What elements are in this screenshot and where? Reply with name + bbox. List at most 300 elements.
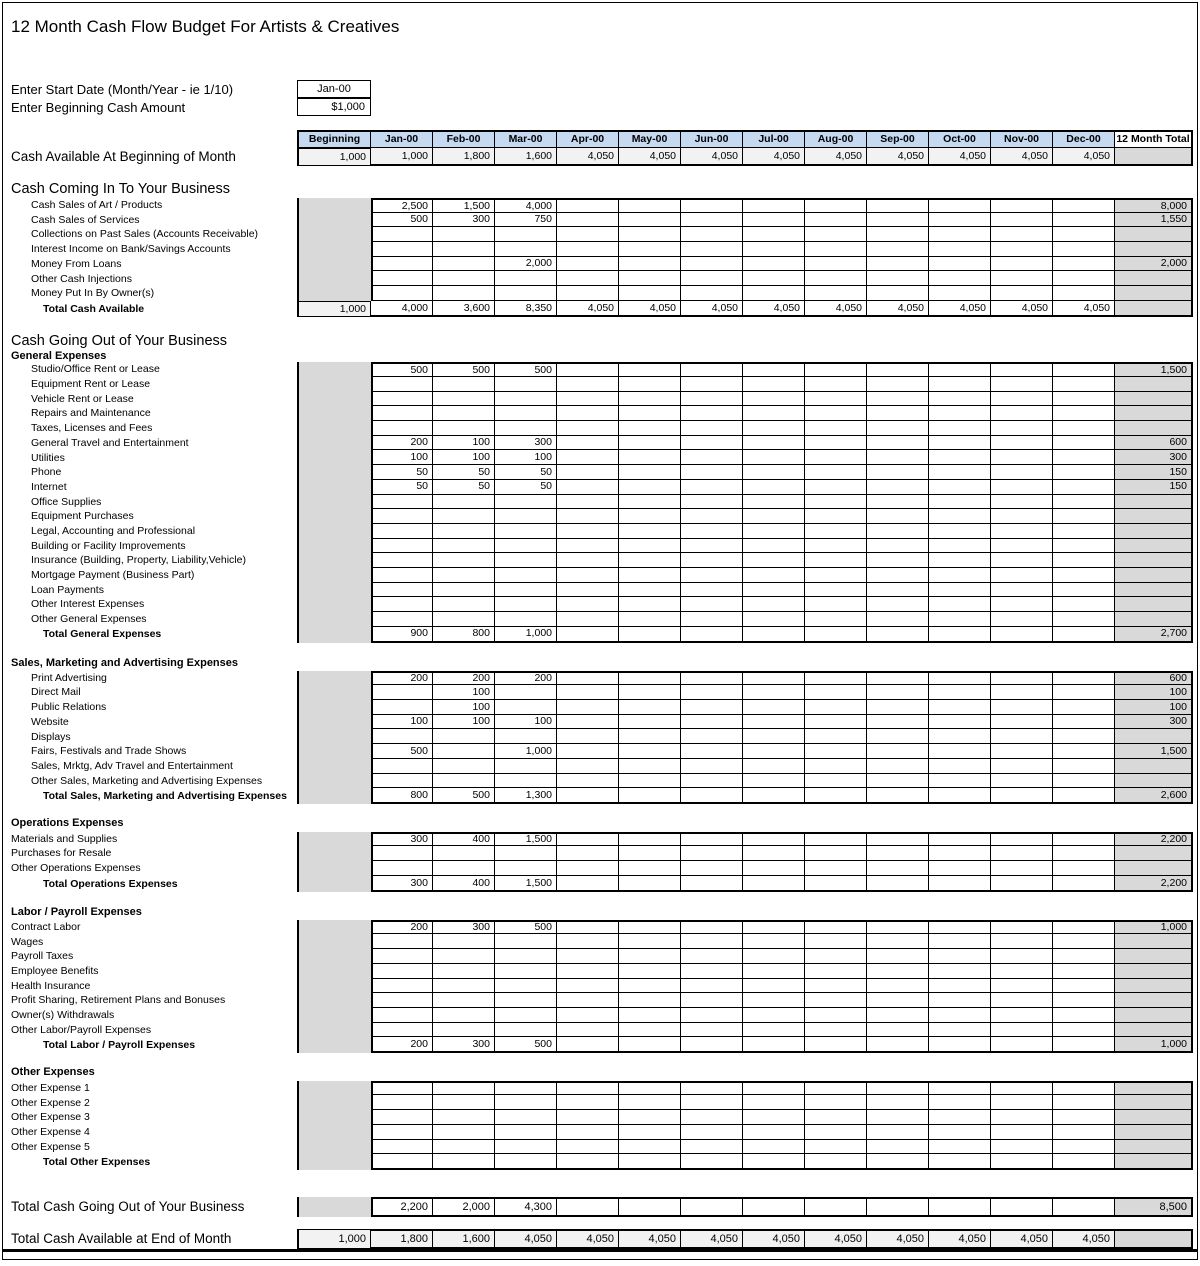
month-cell[interactable] xyxy=(619,1037,681,1053)
month-cell[interactable] xyxy=(867,213,929,228)
month-cell[interactable] xyxy=(805,436,867,451)
month-cell[interactable] xyxy=(495,539,557,554)
month-cell[interactable]: 4,000 xyxy=(371,301,433,317)
month-cell[interactable] xyxy=(619,1081,681,1096)
month-cell[interactable] xyxy=(371,257,433,272)
month-cell[interactable] xyxy=(805,612,867,627)
month-cell[interactable] xyxy=(681,568,743,583)
month-cell[interactable] xyxy=(1053,729,1115,744)
month-cell[interactable] xyxy=(805,524,867,539)
month-cell[interactable] xyxy=(805,1037,867,1053)
month-cell[interactable] xyxy=(929,392,991,407)
month-cell[interactable] xyxy=(681,509,743,524)
month-cell[interactable] xyxy=(681,198,743,213)
month-cell[interactable] xyxy=(1053,213,1115,228)
beginning-cell[interactable] xyxy=(297,227,371,242)
month-cell[interactable] xyxy=(1053,480,1115,495)
month-cell[interactable] xyxy=(557,227,619,242)
month-cell[interactable] xyxy=(805,876,867,892)
month-cell[interactable]: 4,050 xyxy=(619,148,681,166)
month-cell[interactable] xyxy=(1053,539,1115,554)
month-cell[interactable] xyxy=(805,377,867,392)
month-cell[interactable] xyxy=(991,1154,1053,1170)
month-cell[interactable] xyxy=(929,949,991,964)
month-cell[interactable] xyxy=(557,964,619,979)
month-cell[interactable] xyxy=(991,392,1053,407)
beginning-cell[interactable] xyxy=(297,964,371,979)
month-cell[interactable] xyxy=(929,788,991,804)
month-cell[interactable] xyxy=(557,1095,619,1110)
month-cell[interactable] xyxy=(743,242,805,257)
month-cell[interactable] xyxy=(681,964,743,979)
month-cell[interactable] xyxy=(681,1023,743,1038)
month-cell[interactable] xyxy=(929,362,991,377)
beginning-cell[interactable] xyxy=(297,700,371,715)
month-cell[interactable] xyxy=(991,1125,1053,1140)
month-cell[interactable] xyxy=(929,1023,991,1038)
month-cell[interactable] xyxy=(1053,846,1115,861)
total-cell[interactable] xyxy=(1115,1023,1193,1038)
month-cell[interactable] xyxy=(619,846,681,861)
month-cell[interactable] xyxy=(619,597,681,612)
month-cell[interactable] xyxy=(433,964,495,979)
month-cell[interactable] xyxy=(929,421,991,436)
month-cell[interactable] xyxy=(991,553,1053,568)
month-cell[interactable] xyxy=(371,759,433,774)
month-cell[interactable]: 4,300 xyxy=(495,1197,557,1217)
month-cell[interactable] xyxy=(371,539,433,554)
month-cell[interactable] xyxy=(929,271,991,286)
month-cell[interactable]: 4,050 xyxy=(681,301,743,317)
month-cell[interactable] xyxy=(929,568,991,583)
month-cell[interactable] xyxy=(681,729,743,744)
month-cell[interactable] xyxy=(433,1125,495,1140)
month-cell[interactable] xyxy=(1053,406,1115,421)
month-cell[interactable] xyxy=(929,539,991,554)
beginning-cell[interactable] xyxy=(297,832,371,847)
month-cell[interactable] xyxy=(433,774,495,789)
month-cell[interactable] xyxy=(743,949,805,964)
month-cell[interactable] xyxy=(1053,392,1115,407)
month-cell[interactable] xyxy=(805,406,867,421)
month-cell[interactable] xyxy=(805,920,867,935)
month-cell[interactable] xyxy=(495,242,557,257)
month-cell[interactable] xyxy=(1053,1008,1115,1023)
month-cell[interactable] xyxy=(991,1140,1053,1155)
month-cell[interactable]: 100 xyxy=(433,685,495,700)
month-cell[interactable] xyxy=(1053,495,1115,510)
month-cell[interactable] xyxy=(867,846,929,861)
month-cell[interactable] xyxy=(681,524,743,539)
month-cell[interactable] xyxy=(867,949,929,964)
month-cell[interactable]: 50 xyxy=(371,480,433,495)
month-cell[interactable] xyxy=(495,509,557,524)
month-cell[interactable] xyxy=(557,1037,619,1053)
total-cell[interactable] xyxy=(1115,1229,1193,1249)
month-cell[interactable]: 4,050 xyxy=(557,1229,619,1249)
beginning-cell[interactable] xyxy=(297,242,371,257)
month-cell[interactable] xyxy=(619,480,681,495)
month-cell[interactable]: 3,600 xyxy=(433,301,495,317)
month-cell[interactable] xyxy=(805,1023,867,1038)
month-cell[interactable]: 4,050 xyxy=(619,1229,681,1249)
month-cell[interactable] xyxy=(681,1140,743,1155)
total-cell[interactable] xyxy=(1115,993,1193,1008)
month-cell[interactable] xyxy=(867,406,929,421)
month-cell[interactable] xyxy=(867,700,929,715)
total-cell[interactable] xyxy=(1115,612,1193,627)
month-cell[interactable] xyxy=(991,934,1053,949)
month-cell[interactable] xyxy=(991,271,1053,286)
month-cell[interactable] xyxy=(867,627,929,643)
beginning-cell[interactable] xyxy=(297,597,371,612)
month-cell[interactable] xyxy=(557,198,619,213)
beginning-cell[interactable] xyxy=(297,1110,371,1125)
month-cell[interactable] xyxy=(557,934,619,949)
month-cell[interactable] xyxy=(929,846,991,861)
month-cell[interactable] xyxy=(867,715,929,730)
month-cell[interactable] xyxy=(433,568,495,583)
month-cell[interactable] xyxy=(991,495,1053,510)
month-cell[interactable] xyxy=(1053,1023,1115,1038)
month-cell[interactable] xyxy=(929,524,991,539)
month-cell[interactable]: 100 xyxy=(495,450,557,465)
month-cell[interactable] xyxy=(929,612,991,627)
month-cell[interactable] xyxy=(1053,979,1115,994)
beginning-cell[interactable] xyxy=(297,406,371,421)
month-cell[interactable]: 1,300 xyxy=(495,788,557,804)
month-cell[interactable] xyxy=(991,450,1053,465)
month-cell[interactable] xyxy=(743,524,805,539)
beginning-cell[interactable] xyxy=(297,1125,371,1140)
month-cell[interactable]: 2,000 xyxy=(433,1197,495,1217)
month-cell[interactable] xyxy=(991,700,1053,715)
month-cell[interactable] xyxy=(743,392,805,407)
month-cell[interactable] xyxy=(495,612,557,627)
month-cell[interactable] xyxy=(681,979,743,994)
month-cell[interactable] xyxy=(805,1140,867,1155)
month-cell[interactable] xyxy=(371,1125,433,1140)
month-cell[interactable] xyxy=(619,729,681,744)
month-cell[interactable] xyxy=(433,286,495,301)
month-cell[interactable] xyxy=(929,774,991,789)
month-cell[interactable] xyxy=(805,392,867,407)
month-cell[interactable] xyxy=(743,934,805,949)
month-cell[interactable] xyxy=(619,627,681,643)
month-cell[interactable] xyxy=(371,242,433,257)
month-cell[interactable] xyxy=(805,465,867,480)
month-cell[interactable] xyxy=(743,583,805,598)
month-cell[interactable] xyxy=(805,964,867,979)
beginning-cell[interactable] xyxy=(297,392,371,407)
month-cell[interactable] xyxy=(991,1008,1053,1023)
month-cell[interactable] xyxy=(867,861,929,876)
month-cell[interactable]: 4,050 xyxy=(991,301,1053,317)
month-cell[interactable] xyxy=(867,671,929,686)
month-cell[interactable] xyxy=(743,597,805,612)
month-cell[interactable] xyxy=(805,671,867,686)
month-cell[interactable] xyxy=(681,949,743,964)
month-cell[interactable] xyxy=(433,934,495,949)
month-cell[interactable] xyxy=(929,213,991,228)
month-cell[interactable] xyxy=(619,774,681,789)
month-cell[interactable] xyxy=(1053,583,1115,598)
month-cell[interactable] xyxy=(557,480,619,495)
month-cell[interactable] xyxy=(681,480,743,495)
month-cell[interactable] xyxy=(991,480,1053,495)
month-cell[interactable] xyxy=(929,1037,991,1053)
month-cell[interactable] xyxy=(805,553,867,568)
month-cell[interactable] xyxy=(991,362,1053,377)
month-cell[interactable] xyxy=(929,227,991,242)
month-cell[interactable] xyxy=(743,465,805,480)
month-cell[interactable] xyxy=(867,788,929,804)
month-cell[interactable] xyxy=(743,450,805,465)
month-cell[interactable] xyxy=(991,627,1053,643)
month-cell[interactable] xyxy=(929,1140,991,1155)
beginning-cell[interactable] xyxy=(297,480,371,495)
month-cell[interactable] xyxy=(991,744,1053,759)
month-cell[interactable]: 4,050 xyxy=(1053,1229,1115,1249)
month-cell[interactable] xyxy=(805,450,867,465)
month-cell[interactable] xyxy=(867,744,929,759)
month-cell[interactable] xyxy=(371,729,433,744)
month-cell[interactable] xyxy=(1053,257,1115,272)
month-cell[interactable] xyxy=(371,1140,433,1155)
month-cell[interactable]: 2,500 xyxy=(371,198,433,213)
month-cell[interactable]: 400 xyxy=(433,876,495,892)
beginning-cell[interactable] xyxy=(297,979,371,994)
month-cell[interactable] xyxy=(557,1008,619,1023)
beginning-cell[interactable] xyxy=(297,1037,371,1053)
month-cell[interactable] xyxy=(681,465,743,480)
beginning-cell[interactable] xyxy=(297,876,371,892)
month-cell[interactable] xyxy=(433,524,495,539)
month-cell[interactable] xyxy=(743,227,805,242)
month-cell[interactable] xyxy=(495,495,557,510)
beginning-cell[interactable] xyxy=(297,1023,371,1038)
month-cell[interactable] xyxy=(1053,949,1115,964)
total-cell[interactable] xyxy=(1115,509,1193,524)
beginning-cell[interactable] xyxy=(297,286,371,301)
month-cell[interactable]: 500 xyxy=(371,744,433,759)
month-cell[interactable] xyxy=(681,744,743,759)
beginning-cell[interactable]: 1,000 xyxy=(297,1229,371,1249)
month-cell[interactable]: 500 xyxy=(433,362,495,377)
month-cell[interactable]: 4,000 xyxy=(495,198,557,213)
month-cell[interactable] xyxy=(557,685,619,700)
month-cell[interactable] xyxy=(681,715,743,730)
month-cell[interactable] xyxy=(1053,436,1115,451)
month-cell[interactable] xyxy=(371,583,433,598)
month-cell[interactable]: 200 xyxy=(371,1037,433,1053)
month-cell[interactable] xyxy=(1053,362,1115,377)
month-cell[interactable] xyxy=(743,700,805,715)
month-cell[interactable]: 200 xyxy=(495,671,557,686)
month-cell[interactable] xyxy=(743,1125,805,1140)
month-cell[interactable] xyxy=(681,286,743,301)
month-cell[interactable] xyxy=(1053,1037,1115,1053)
month-cell[interactable] xyxy=(433,597,495,612)
month-cell[interactable] xyxy=(371,597,433,612)
month-cell[interactable] xyxy=(1053,612,1115,627)
total-cell[interactable] xyxy=(1115,729,1193,744)
month-cell[interactable] xyxy=(867,421,929,436)
month-cell[interactable] xyxy=(681,539,743,554)
month-cell[interactable] xyxy=(1053,553,1115,568)
month-cell[interactable] xyxy=(1053,377,1115,392)
month-cell[interactable] xyxy=(867,774,929,789)
month-cell[interactable] xyxy=(557,876,619,892)
month-cell[interactable] xyxy=(743,729,805,744)
month-cell[interactable] xyxy=(495,846,557,861)
month-cell[interactable]: 100 xyxy=(371,715,433,730)
month-cell[interactable] xyxy=(991,213,1053,228)
month-cell[interactable] xyxy=(867,271,929,286)
month-cell[interactable] xyxy=(1053,627,1115,643)
month-cell[interactable] xyxy=(743,671,805,686)
month-cell[interactable] xyxy=(495,1095,557,1110)
month-cell[interactable] xyxy=(867,362,929,377)
month-cell[interactable] xyxy=(1053,509,1115,524)
month-cell[interactable] xyxy=(681,861,743,876)
month-cell[interactable] xyxy=(991,198,1053,213)
month-cell[interactable] xyxy=(371,271,433,286)
beginning-cell[interactable] xyxy=(297,553,371,568)
month-cell[interactable] xyxy=(495,392,557,407)
month-cell[interactable] xyxy=(743,993,805,1008)
month-cell[interactable] xyxy=(743,1110,805,1125)
month-cell[interactable] xyxy=(681,1154,743,1170)
month-cell[interactable] xyxy=(557,257,619,272)
month-cell[interactable] xyxy=(619,744,681,759)
month-cell[interactable] xyxy=(1053,524,1115,539)
month-cell[interactable]: 200 xyxy=(371,436,433,451)
month-cell[interactable] xyxy=(681,1197,743,1217)
month-cell[interactable] xyxy=(619,964,681,979)
month-cell[interactable] xyxy=(371,934,433,949)
month-cell[interactable] xyxy=(867,583,929,598)
beginning-cell[interactable] xyxy=(297,744,371,759)
month-cell[interactable] xyxy=(433,1023,495,1038)
month-cell[interactable] xyxy=(371,964,433,979)
month-cell[interactable] xyxy=(495,1140,557,1155)
month-cell[interactable] xyxy=(619,271,681,286)
month-cell[interactable] xyxy=(867,524,929,539)
month-cell[interactable] xyxy=(557,1110,619,1125)
month-cell[interactable] xyxy=(867,964,929,979)
total-cell[interactable]: 1,000 xyxy=(1115,920,1193,935)
month-cell[interactable] xyxy=(805,715,867,730)
month-cell[interactable] xyxy=(557,597,619,612)
month-cell[interactable] xyxy=(619,495,681,510)
month-cell[interactable] xyxy=(371,685,433,700)
month-cell[interactable] xyxy=(991,509,1053,524)
month-cell[interactable] xyxy=(619,509,681,524)
month-cell[interactable] xyxy=(557,700,619,715)
month-cell[interactable] xyxy=(557,846,619,861)
month-cell[interactable] xyxy=(743,774,805,789)
month-cell[interactable]: 50 xyxy=(495,480,557,495)
month-cell[interactable] xyxy=(929,286,991,301)
month-cell[interactable]: 4,050 xyxy=(1053,148,1115,166)
month-cell[interactable] xyxy=(867,1154,929,1170)
month-cell[interactable] xyxy=(371,949,433,964)
month-cell[interactable]: 500 xyxy=(495,920,557,935)
month-cell[interactable] xyxy=(1053,242,1115,257)
month-cell[interactable] xyxy=(991,286,1053,301)
month-cell[interactable]: 800 xyxy=(433,627,495,643)
month-cell[interactable] xyxy=(743,421,805,436)
beginning-cell[interactable] xyxy=(297,612,371,627)
month-cell[interactable]: 500 xyxy=(433,788,495,804)
month-cell[interactable] xyxy=(1053,271,1115,286)
month-cell[interactable] xyxy=(495,993,557,1008)
month-cell[interactable] xyxy=(991,242,1053,257)
month-cell[interactable] xyxy=(867,1008,929,1023)
month-cell[interactable] xyxy=(557,612,619,627)
month-cell[interactable] xyxy=(495,227,557,242)
month-cell[interactable] xyxy=(743,406,805,421)
month-cell[interactable] xyxy=(929,242,991,257)
month-cell[interactable] xyxy=(619,553,681,568)
month-cell[interactable] xyxy=(991,539,1053,554)
month-cell[interactable] xyxy=(495,685,557,700)
month-cell[interactable] xyxy=(495,774,557,789)
month-cell[interactable] xyxy=(867,979,929,994)
month-cell[interactable] xyxy=(805,495,867,510)
month-cell[interactable] xyxy=(619,257,681,272)
month-cell[interactable] xyxy=(495,1110,557,1125)
month-cell[interactable] xyxy=(991,993,1053,1008)
month-cell[interactable] xyxy=(743,1140,805,1155)
month-cell[interactable] xyxy=(929,257,991,272)
total-cell[interactable] xyxy=(1115,583,1193,598)
month-cell[interactable] xyxy=(557,539,619,554)
month-cell[interactable] xyxy=(1053,421,1115,436)
total-cell[interactable]: 1,500 xyxy=(1115,362,1193,377)
month-cell[interactable] xyxy=(991,257,1053,272)
month-cell[interactable] xyxy=(557,759,619,774)
beginning-cell[interactable] xyxy=(297,949,371,964)
month-cell[interactable] xyxy=(805,286,867,301)
total-cell[interactable] xyxy=(1115,392,1193,407)
month-cell[interactable] xyxy=(743,436,805,451)
month-cell[interactable] xyxy=(929,964,991,979)
beginning-cell[interactable] xyxy=(297,257,371,272)
month-cell[interactable] xyxy=(433,861,495,876)
month-cell[interactable]: 1,500 xyxy=(495,876,557,892)
month-cell[interactable] xyxy=(433,495,495,510)
month-cell[interactable] xyxy=(681,1008,743,1023)
total-cell[interactable] xyxy=(1115,301,1193,317)
month-cell[interactable] xyxy=(371,1008,433,1023)
start-date-input[interactable]: Jan-00 xyxy=(297,80,371,98)
month-cell[interactable]: 1,000 xyxy=(371,148,433,166)
month-cell[interactable]: 100 xyxy=(433,436,495,451)
month-cell[interactable] xyxy=(557,1197,619,1217)
month-cell[interactable] xyxy=(929,1154,991,1170)
month-cell[interactable]: 4,050 xyxy=(867,301,929,317)
total-cell[interactable] xyxy=(1115,759,1193,774)
month-cell[interactable] xyxy=(371,392,433,407)
month-cell[interactable] xyxy=(805,568,867,583)
total-cell[interactable]: 2,200 xyxy=(1115,876,1193,892)
month-cell[interactable] xyxy=(867,1037,929,1053)
month-cell[interactable] xyxy=(495,934,557,949)
month-cell[interactable] xyxy=(681,597,743,612)
month-cell[interactable] xyxy=(991,759,1053,774)
